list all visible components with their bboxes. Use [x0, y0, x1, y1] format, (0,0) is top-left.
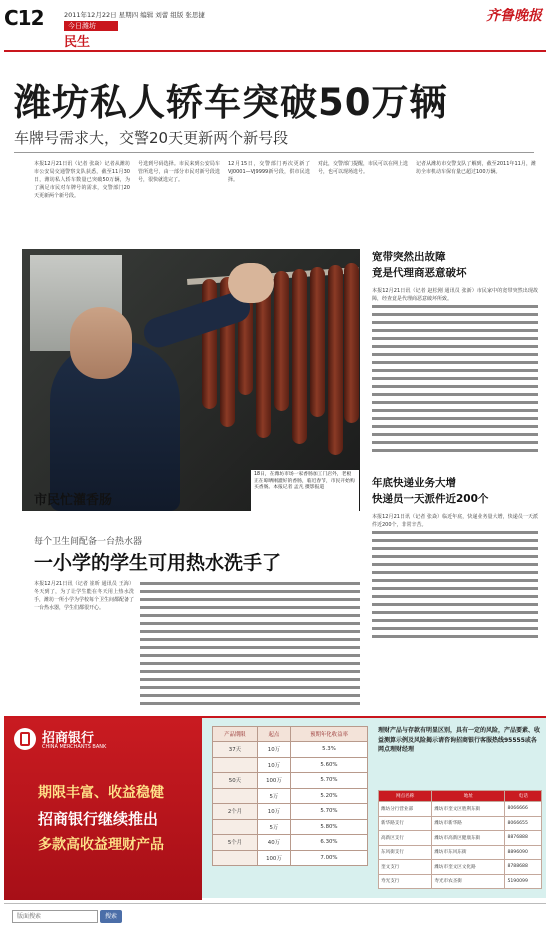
rate-cell: 5.20% [290, 788, 367, 804]
story2-column-1 [34, 580, 134, 710]
table-row [213, 804, 368, 820]
branch-address: 寿光市农圣街 [432, 874, 505, 889]
story1-column-1 [34, 160, 130, 244]
ad-bank-name: 招商银行 [42, 731, 95, 746]
table-row [213, 742, 368, 758]
branch-name: 潍坊分行营业部 [379, 802, 432, 817]
topic-tag: 今日潍坊 [64, 21, 118, 31]
page-number: C12 [4, 6, 44, 30]
min-cell: 100万 [257, 773, 290, 789]
min-cell: 10万 [257, 742, 290, 758]
min-cell: 5万 [257, 788, 290, 804]
story1-column-4 [318, 160, 408, 244]
rail-story-b-subtitle: 快递员一天派件近200个 [372, 493, 489, 505]
search-button[interactable]: 搜索 [100, 910, 122, 923]
min-cell: 10万 [257, 804, 290, 820]
branch-address: 潍坊市东风东街 [432, 845, 505, 860]
branch-name: 新华路支行 [379, 816, 432, 831]
branch-address: 潍坊市奎文区文化路 [432, 860, 505, 875]
table-row [379, 802, 542, 817]
rail-story-b-title[interactable]: 年底快递业务大增 [372, 477, 456, 489]
table-row [213, 773, 368, 789]
main-subhead: 车牌号需求大，交警20天更新两个新号段 [14, 129, 289, 147]
ad-bank-name-en: CHINA MERCHANTS BANK [42, 744, 107, 750]
branch-phone: 8066655 [505, 816, 542, 831]
newspaper-logo: 齐鲁晚报 [486, 8, 542, 24]
sausage-string [310, 267, 325, 417]
table-row [379, 831, 542, 846]
term-cell: 5个月 [213, 835, 258, 851]
min-cell: 40万 [257, 835, 290, 851]
table-header: 起点 [257, 727, 290, 742]
table-row [379, 860, 542, 875]
branch-address: 潍坊市高新区健康东街 [432, 831, 505, 846]
branch-name: 东风街支行 [379, 845, 432, 860]
main-headline[interactable]: 潍坊私人轿车突破50万辆 [14, 81, 448, 124]
rate-cell: 5.80% [290, 819, 367, 835]
story1-column-5 [416, 160, 536, 244]
right-rail [372, 249, 538, 643]
story1-lead: 本报12月21日讯（记者 张焱）记者从潍坊市公安局交通警察支队获悉，截至11月30日，潍坊私人轿车数量已突破50万辆，为了满足市民对车牌号的需求，交警部门20天更新两个新号段。 [34, 161, 130, 199]
table-row [379, 874, 542, 889]
sausage-string [344, 263, 359, 423]
story1-column-3 [228, 160, 310, 244]
rate-cell: 7.00% [290, 850, 367, 866]
table-header: 电话 [505, 791, 542, 802]
table-row [213, 757, 368, 773]
term-cell [213, 819, 258, 835]
branch-phone: 8788688 [505, 860, 542, 875]
rate-cell: 5.60% [290, 757, 367, 773]
branch-phone: 5190099 [505, 874, 542, 889]
story1-text-3: 12月15日，交警部门再次更新了VJ0001—VJ9999新号段，供市民选择。 [228, 161, 310, 183]
vendor-face [70, 307, 132, 379]
rail-story-a-title[interactable]: 宽带突然出故障 [372, 251, 446, 263]
branch-phone: 8896090 [505, 845, 542, 860]
sausage-string [274, 271, 289, 411]
story2-headline[interactable]: 一小学的学生可用热水洗手了 [34, 552, 282, 574]
headline-divider [14, 152, 534, 153]
rate-cell: 6.30% [290, 835, 367, 851]
ad-slogan-3: 多款高收益理财产品 [38, 837, 164, 853]
ad-slogan-1: 期限丰富、收益稳健 [38, 785, 164, 801]
term-cell: 50天 [213, 773, 258, 789]
photo-caption: 18日，在潍坊市场一家香肠加工门店外，老板正在晾晒刚灌好的香肠，临近春节，市民开始购买香肠。本报记者 孟凡 摄影报道 [251, 470, 359, 516]
story1-text-5: 记者从潍坊市交警支队了解到，截至2011年11月，潍坊全市机动车保有量已超过100万辆。 [416, 161, 536, 175]
min-cell: 100万 [257, 850, 290, 866]
section-title: 民生 [64, 35, 91, 50]
bank-logo-icon [14, 728, 36, 750]
story2-lead: 本报12月21日讯（记者 崔昕 通讯员 王海）冬天到了，为了让学生能在冬天用上热水洗手，潍坊一所小学为学校每个卫生间都配备了一台热水器，学生们都很开心。 [34, 581, 134, 611]
product-rate-table [212, 726, 368, 866]
rate-cell: 5.70% [290, 773, 367, 789]
story1-text-4: 对此，交警部门提醒，市民可以在网上选号，也可以现场选号。 [318, 161, 408, 175]
story2-columns [140, 580, 360, 710]
branch-name: 奎文支行 [379, 860, 432, 875]
photo-title: 市民忙灌香肠 [34, 493, 113, 508]
rate-cell: 5.70% [290, 804, 367, 820]
story2-kicker: 每个卫生间配备一台热水器 [34, 537, 143, 547]
min-cell: 10万 [257, 757, 290, 773]
vendor-hand [228, 263, 274, 303]
rail-story-b-body [372, 513, 538, 643]
rail-story-a-subtitle: 竟是代理商恶意破坏 [372, 267, 467, 279]
term-cell [213, 757, 258, 773]
issue-meta: 2011年12月22日 星期四 编辑 刘蕾 组版 张思捷 [64, 11, 205, 19]
page-header [0, 0, 550, 48]
table-header: 地址 [432, 791, 505, 802]
sausage-string [292, 269, 307, 444]
table-row [213, 850, 368, 866]
term-cell [213, 850, 258, 866]
min-cell: 5万 [257, 819, 290, 835]
story1-column-2 [138, 160, 220, 244]
ad-intro-text: 理财产品与存款有明显区别，具有一定的风险，产品要素、收益测算示例及风险揭示请咨询招商银行客服热线95555或各网点理财经理 [378, 727, 541, 753]
search-input[interactable]: 版面搜索 [12, 910, 98, 923]
rail-story-a-text: 本报12月21日讯（记者 赵松刚 通讯员 张新）市民家中的宽带突然出现故障，经查竟是代理商恶意破坏所致。 [372, 288, 538, 302]
bank-advertisement[interactable] [4, 716, 546, 898]
branch-address: 潍坊市新华路 [432, 816, 505, 831]
rail-story-a-body [372, 287, 538, 465]
table-header: 网点名称 [379, 791, 432, 802]
table-header: 产品期限 [213, 727, 258, 742]
branch-name: 寿光支行 [379, 874, 432, 889]
branch-address: 潍坊市奎文区胜利东街 [432, 802, 505, 817]
table-header: 预期年化收益率 [290, 727, 367, 742]
term-cell: 2个月 [213, 804, 258, 820]
table-row [213, 788, 368, 804]
page-footer [4, 903, 546, 927]
header-divider [4, 50, 546, 52]
rate-cell: 5.3% [290, 742, 367, 758]
table-row [379, 816, 542, 831]
sausage-string [328, 265, 343, 455]
branch-table [378, 790, 542, 889]
ad-banner [4, 718, 202, 900]
term-cell: 37天 [213, 742, 258, 758]
table-row [379, 845, 542, 860]
story1-text-2: 号选到号码选择。市民来到公安局车管所选号，由一部分市民对新号段选号，很快就选完了。 [138, 161, 220, 183]
rail-story-b-text: 本报12月21日讯（记者 张焱）临近年底，快递业务量大增，快递员一天派件近200个，非常辛苦。 [372, 514, 538, 528]
table-row [213, 835, 368, 851]
branch-phone: 8066666 [505, 802, 542, 817]
ad-slogan-2: 招商银行继续推出 [38, 810, 159, 828]
table-row [213, 819, 368, 835]
term-cell [213, 788, 258, 804]
branch-name: 高新区支行 [379, 831, 432, 846]
branch-phone: 8876888 [505, 831, 542, 846]
